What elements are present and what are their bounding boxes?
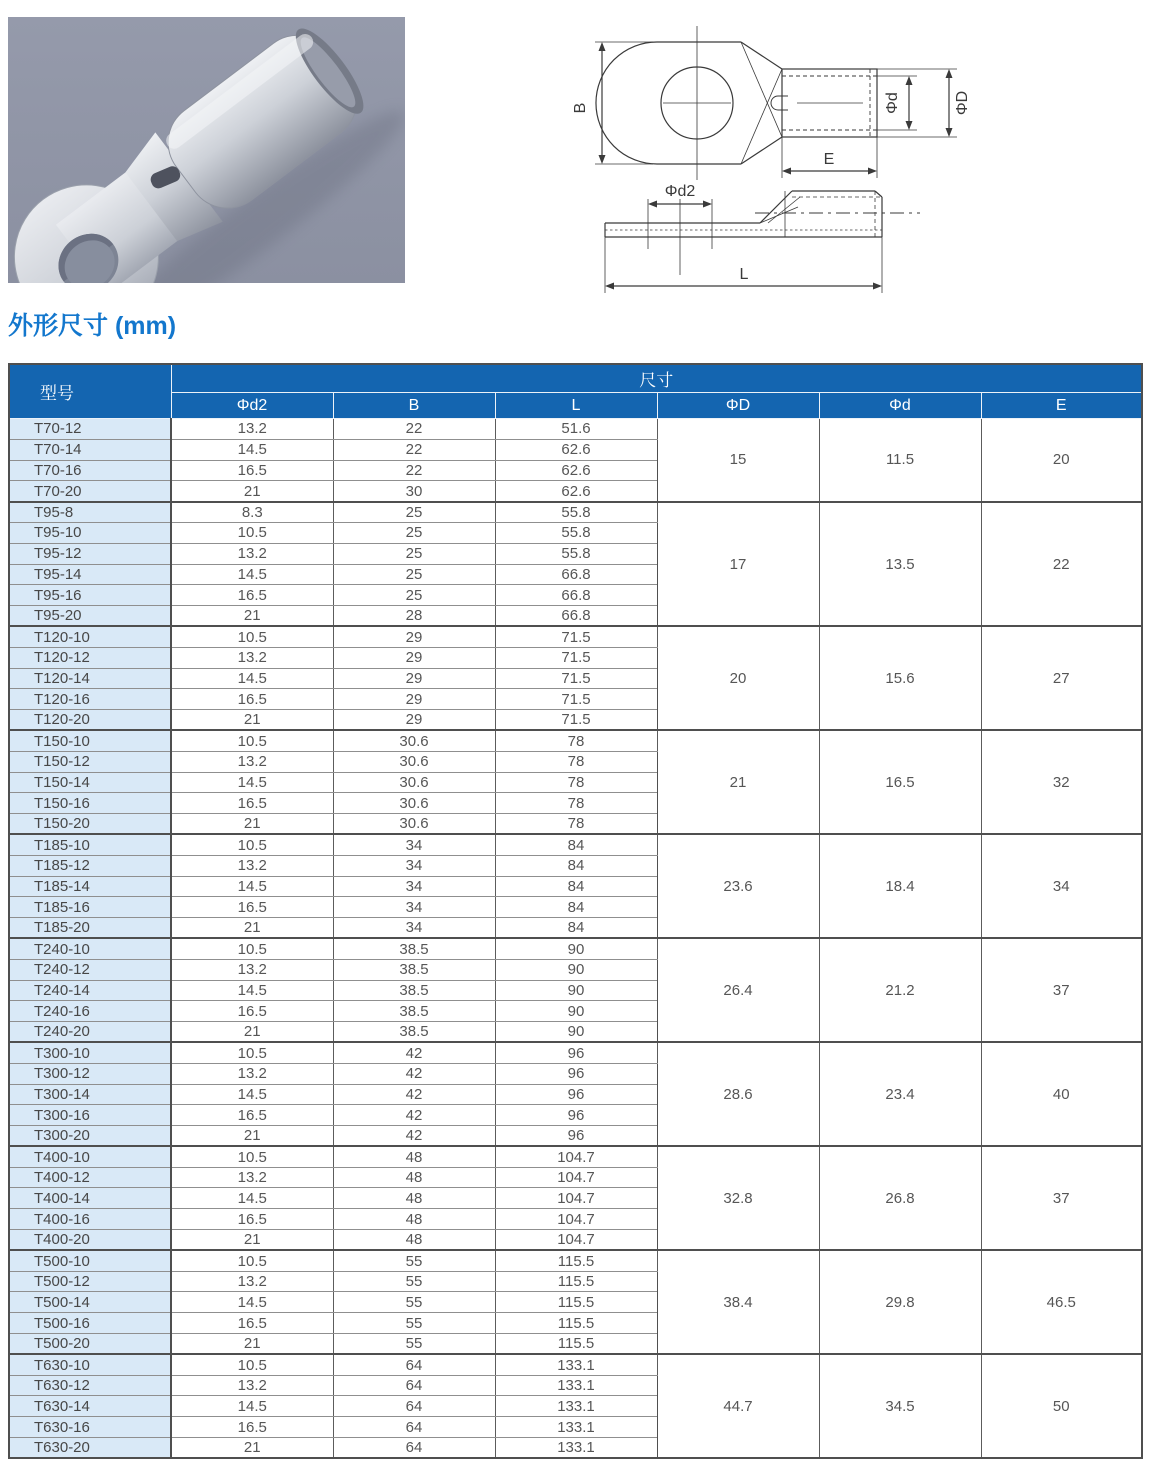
phi-d2-cell: 21 — [171, 606, 333, 627]
l-cell: 133.1 — [495, 1354, 657, 1375]
model-cell: T300-20 — [9, 1126, 171, 1147]
phi-d2-cell: 21 — [171, 481, 333, 502]
b-cell: 38.5 — [333, 980, 495, 1001]
model-cell: T185-16 — [9, 897, 171, 918]
phi-d2-cell: 14.5 — [171, 876, 333, 897]
l-cell: 66.8 — [495, 585, 657, 606]
b-cell: 22 — [333, 439, 495, 460]
l-cell: 104.7 — [495, 1167, 657, 1188]
l-cell: 90 — [495, 1001, 657, 1022]
model-cell: T120-14 — [9, 668, 171, 689]
l-cell: 62.6 — [495, 460, 657, 481]
phi-D-merged-cell: 26.4 — [657, 938, 819, 1042]
page-title: 外形尺寸 (mm) — [8, 312, 177, 340]
b-cell: 48 — [333, 1230, 495, 1251]
column-header-size: 尺寸 — [171, 364, 1142, 393]
table-row — [9, 1042, 1142, 1063]
model-cell: T240-20 — [9, 1022, 171, 1043]
phi-D-merged-cell: 38.4 — [657, 1250, 819, 1354]
b-cell: 42 — [333, 1126, 495, 1147]
dim-label-phi-D: ΦD — [954, 90, 971, 116]
phi-d2-cell: 13.2 — [171, 543, 333, 564]
b-cell: 29 — [333, 689, 495, 710]
cable-lug-image — [8, 17, 405, 283]
phi-d2-cell: 13.2 — [171, 1375, 333, 1396]
phi-d-merged-cell: 26.8 — [819, 1146, 981, 1250]
column-header-phi-D: ΦD — [657, 393, 819, 419]
model-cell: T70-12 — [9, 419, 171, 440]
l-cell: 96 — [495, 1042, 657, 1063]
phi-d2-cell: 10.5 — [171, 1250, 333, 1271]
b-cell: 25 — [333, 564, 495, 585]
model-cell: T500-14 — [9, 1292, 171, 1313]
b-cell: 55 — [333, 1250, 495, 1271]
phi-d2-cell: 21 — [171, 710, 333, 731]
model-cell: T500-10 — [9, 1250, 171, 1271]
l-cell: 104.7 — [495, 1188, 657, 1209]
b-cell: 55 — [333, 1271, 495, 1292]
phi-D-merged-cell: 28.6 — [657, 1042, 819, 1146]
phi-d2-cell: 16.5 — [171, 1105, 333, 1126]
l-cell: 133.1 — [495, 1438, 657, 1459]
b-cell: 48 — [333, 1188, 495, 1209]
l-cell: 66.8 — [495, 564, 657, 585]
model-cell: T70-14 — [9, 439, 171, 460]
model-cell: T630-10 — [9, 1354, 171, 1375]
phi-d2-cell: 13.2 — [171, 751, 333, 772]
header-row-2 — [9, 393, 1142, 419]
b-cell: 22 — [333, 419, 495, 440]
table-row — [9, 419, 1142, 440]
model-cell: T240-14 — [9, 980, 171, 1001]
b-cell: 29 — [333, 626, 495, 647]
phi-d2-cell: 10.5 — [171, 730, 333, 751]
model-cell: T95-16 — [9, 585, 171, 606]
table-row — [9, 730, 1142, 751]
e-merged-cell: 37 — [981, 938, 1142, 1042]
b-cell: 30.6 — [333, 814, 495, 835]
phi-d2-cell: 21 — [171, 1126, 333, 1147]
e-merged-cell: 27 — [981, 626, 1142, 730]
phi-D-merged-cell: 23.6 — [657, 834, 819, 938]
model-cell: T630-12 — [9, 1375, 171, 1396]
model-cell: T400-10 — [9, 1146, 171, 1167]
phi-d2-cell: 13.2 — [171, 959, 333, 980]
b-cell: 30.6 — [333, 793, 495, 814]
dim-label-L: L — [739, 266, 749, 283]
table-row — [9, 1250, 1142, 1271]
b-cell: 25 — [333, 585, 495, 606]
model-cell: T500-20 — [9, 1334, 171, 1355]
b-cell: 64 — [333, 1438, 495, 1459]
l-cell: 90 — [495, 938, 657, 959]
model-cell: T240-16 — [9, 1001, 171, 1022]
l-cell: 115.5 — [495, 1271, 657, 1292]
product-photo — [8, 17, 405, 283]
table-row — [9, 1354, 1142, 1375]
l-cell: 96 — [495, 1084, 657, 1105]
phi-d2-cell: 16.5 — [171, 460, 333, 481]
model-cell: T120-20 — [9, 710, 171, 731]
l-cell: 104.7 — [495, 1209, 657, 1230]
phi-d-merged-cell: 16.5 — [819, 730, 981, 834]
header-row-1 — [9, 364, 1142, 393]
l-cell: 96 — [495, 1126, 657, 1147]
b-cell: 34 — [333, 918, 495, 939]
phi-d2-cell: 14.5 — [171, 1292, 333, 1313]
column-header-phi-d: Φd — [819, 393, 981, 419]
l-cell: 71.5 — [495, 710, 657, 731]
l-cell: 133.1 — [495, 1417, 657, 1438]
e-merged-cell: 34 — [981, 834, 1142, 938]
b-cell: 38.5 — [333, 1001, 495, 1022]
model-cell: T240-10 — [9, 938, 171, 959]
model-cell: T120-10 — [9, 626, 171, 647]
side-view-drawing — [560, 183, 970, 301]
phi-d2-cell: 14.5 — [171, 1188, 333, 1209]
table-row — [9, 938, 1142, 959]
b-cell: 30 — [333, 481, 495, 502]
phi-d2-cell: 13.2 — [171, 855, 333, 876]
b-cell: 64 — [333, 1354, 495, 1375]
model-cell: T630-20 — [9, 1438, 171, 1459]
e-merged-cell: 46.5 — [981, 1250, 1142, 1354]
b-cell: 30.6 — [333, 772, 495, 793]
phi-d2-cell: 16.5 — [171, 897, 333, 918]
b-cell: 22 — [333, 460, 495, 481]
phi-d2-cell: 13.2 — [171, 1271, 333, 1292]
dimensions-table-wrap — [8, 363, 1141, 1459]
l-cell: 90 — [495, 980, 657, 1001]
b-cell: 34 — [333, 834, 495, 855]
front-view-drawing — [545, 20, 975, 190]
b-cell: 64 — [333, 1396, 495, 1417]
l-cell: 55.8 — [495, 522, 657, 543]
b-cell: 48 — [333, 1167, 495, 1188]
phi-d2-cell: 10.5 — [171, 1146, 333, 1167]
phi-d-merged-cell: 34.5 — [819, 1354, 981, 1458]
model-cell: T400-16 — [9, 1209, 171, 1230]
dim-label-phi-d2: Φd2 — [664, 183, 696, 200]
phi-d2-cell: 13.2 — [171, 1063, 333, 1084]
phi-d2-cell: 14.5 — [171, 439, 333, 460]
b-cell: 34 — [333, 897, 495, 918]
phi-d-merged-cell: 21.2 — [819, 938, 981, 1042]
l-cell: 96 — [495, 1105, 657, 1126]
b-cell: 29 — [333, 668, 495, 689]
phi-d-merged-cell: 18.4 — [819, 834, 981, 938]
phi-d2-cell: 16.5 — [171, 689, 333, 710]
phi-d2-cell: 14.5 — [171, 1396, 333, 1417]
l-cell: 84 — [495, 918, 657, 939]
table-row — [9, 1146, 1142, 1167]
model-cell: T630-14 — [9, 1396, 171, 1417]
model-cell: T500-12 — [9, 1271, 171, 1292]
dimensions-table — [8, 363, 1143, 1459]
phi-d2-cell: 10.5 — [171, 1042, 333, 1063]
b-cell: 42 — [333, 1063, 495, 1084]
b-cell: 55 — [333, 1292, 495, 1313]
model-cell: T150-14 — [9, 772, 171, 793]
l-cell: 55.8 — [495, 502, 657, 523]
model-cell: T240-12 — [9, 959, 171, 980]
l-cell: 78 — [495, 751, 657, 772]
b-cell: 28 — [333, 606, 495, 627]
l-cell: 66.8 — [495, 606, 657, 627]
phi-d2-cell: 16.5 — [171, 1313, 333, 1334]
l-cell: 62.6 — [495, 481, 657, 502]
model-cell: T500-16 — [9, 1313, 171, 1334]
phi-d2-cell: 16.5 — [171, 585, 333, 606]
l-cell: 55.8 — [495, 543, 657, 564]
phi-d2-cell: 13.2 — [171, 419, 333, 440]
b-cell: 25 — [333, 502, 495, 523]
b-cell: 38.5 — [333, 1022, 495, 1043]
l-cell: 78 — [495, 793, 657, 814]
model-cell: T95-12 — [9, 543, 171, 564]
b-cell: 55 — [333, 1313, 495, 1334]
model-cell: T150-20 — [9, 814, 171, 835]
phi-d2-cell: 21 — [171, 1334, 333, 1355]
b-cell: 64 — [333, 1417, 495, 1438]
phi-d2-cell: 16.5 — [171, 1417, 333, 1438]
model-cell: T120-12 — [9, 647, 171, 668]
l-cell: 133.1 — [495, 1396, 657, 1417]
l-cell: 78 — [495, 772, 657, 793]
front-view-diagram — [545, 20, 975, 190]
phi-d2-cell: 14.5 — [171, 772, 333, 793]
b-cell: 29 — [333, 710, 495, 731]
l-cell: 84 — [495, 834, 657, 855]
phi-d-merged-cell: 13.5 — [819, 502, 981, 627]
b-cell: 48 — [333, 1209, 495, 1230]
b-cell: 42 — [333, 1042, 495, 1063]
phi-d-merged-cell: 29.8 — [819, 1250, 981, 1354]
model-cell: T300-14 — [9, 1084, 171, 1105]
model-cell: T70-20 — [9, 481, 171, 502]
phi-D-merged-cell: 15 — [657, 419, 819, 502]
phi-d2-cell: 10.5 — [171, 1354, 333, 1375]
model-cell: T150-10 — [9, 730, 171, 751]
model-cell: T150-16 — [9, 793, 171, 814]
column-header-l: L — [495, 393, 657, 419]
model-cell: T70-16 — [9, 460, 171, 481]
model-cell: T400-14 — [9, 1188, 171, 1209]
l-cell: 84 — [495, 876, 657, 897]
phi-d2-cell: 14.5 — [171, 668, 333, 689]
l-cell: 71.5 — [495, 689, 657, 710]
l-cell: 115.5 — [495, 1313, 657, 1334]
side-view-diagram — [560, 183, 970, 301]
b-cell: 30.6 — [333, 751, 495, 772]
l-cell: 133.1 — [495, 1375, 657, 1396]
table-row — [9, 502, 1142, 523]
l-cell: 104.7 — [495, 1230, 657, 1251]
dim-label-E: E — [823, 151, 835, 168]
model-cell: T185-12 — [9, 855, 171, 876]
phi-d2-cell: 14.5 — [171, 1084, 333, 1105]
l-cell: 78 — [495, 730, 657, 751]
phi-d2-cell: 21 — [171, 1230, 333, 1251]
l-cell: 104.7 — [495, 1146, 657, 1167]
l-cell: 84 — [495, 897, 657, 918]
l-cell: 96 — [495, 1063, 657, 1084]
model-cell: T95-8 — [9, 502, 171, 523]
phi-d2-cell: 21 — [171, 918, 333, 939]
phi-d2-cell: 13.2 — [171, 647, 333, 668]
l-cell: 78 — [495, 814, 657, 835]
b-cell: 34 — [333, 876, 495, 897]
model-cell: T400-12 — [9, 1167, 171, 1188]
b-cell: 42 — [333, 1105, 495, 1126]
e-merged-cell: 50 — [981, 1354, 1142, 1458]
e-merged-cell: 20 — [981, 419, 1142, 502]
phi-d2-cell: 10.5 — [171, 522, 333, 543]
phi-d2-cell: 13.2 — [171, 1167, 333, 1188]
column-header-e: E — [981, 393, 1142, 419]
phi-d2-cell: 10.5 — [171, 938, 333, 959]
phi-d2-cell: 16.5 — [171, 1209, 333, 1230]
dim-label-B: B — [572, 102, 589, 114]
l-cell: 71.5 — [495, 647, 657, 668]
l-cell: 84 — [495, 855, 657, 876]
phi-d2-cell: 21 — [171, 1022, 333, 1043]
b-cell: 34 — [333, 855, 495, 876]
l-cell: 90 — [495, 1022, 657, 1043]
model-cell: T95-10 — [9, 522, 171, 543]
b-cell: 25 — [333, 543, 495, 564]
phi-d-merged-cell: 11.5 — [819, 419, 981, 502]
phi-D-merged-cell: 21 — [657, 730, 819, 834]
b-cell: 30.6 — [333, 730, 495, 751]
column-header-phi-d2: Φd2 — [171, 393, 333, 419]
l-cell: 115.5 — [495, 1250, 657, 1271]
phi-d2-cell: 16.5 — [171, 1001, 333, 1022]
model-cell: T300-12 — [9, 1063, 171, 1084]
model-cell: T95-14 — [9, 564, 171, 585]
l-cell: 115.5 — [495, 1292, 657, 1313]
model-cell: T300-10 — [9, 1042, 171, 1063]
e-merged-cell: 32 — [981, 730, 1142, 834]
b-cell: 55 — [333, 1334, 495, 1355]
table-row — [9, 626, 1142, 647]
phi-D-merged-cell: 32.8 — [657, 1146, 819, 1250]
b-cell: 64 — [333, 1375, 495, 1396]
b-cell: 48 — [333, 1146, 495, 1167]
phi-d2-cell: 14.5 — [171, 980, 333, 1001]
phi-d-merged-cell: 23.4 — [819, 1042, 981, 1146]
l-cell: 115.5 — [495, 1334, 657, 1355]
phi-d-merged-cell: 15.6 — [819, 626, 981, 730]
model-cell: T95-20 — [9, 606, 171, 627]
dim-label-phi-d: Φd — [884, 92, 901, 114]
column-header-model: 型号 — [9, 364, 171, 419]
b-cell: 25 — [333, 522, 495, 543]
model-cell: T185-10 — [9, 834, 171, 855]
phi-D-merged-cell: 20 — [657, 626, 819, 730]
table-row — [9, 834, 1142, 855]
model-cell: T185-14 — [9, 876, 171, 897]
phi-D-merged-cell: 44.7 — [657, 1354, 819, 1458]
b-cell: 38.5 — [333, 938, 495, 959]
phi-d2-cell: 16.5 — [171, 793, 333, 814]
phi-d2-cell: 10.5 — [171, 834, 333, 855]
b-cell: 42 — [333, 1084, 495, 1105]
b-cell: 29 — [333, 647, 495, 668]
e-merged-cell: 40 — [981, 1042, 1142, 1146]
model-cell: T150-12 — [9, 751, 171, 772]
model-cell: T185-20 — [9, 918, 171, 939]
model-cell: T300-16 — [9, 1105, 171, 1126]
phi-D-merged-cell: 17 — [657, 502, 819, 627]
phi-d2-cell: 8.3 — [171, 502, 333, 523]
phi-d2-cell: 21 — [171, 814, 333, 835]
l-cell: 90 — [495, 959, 657, 980]
phi-d2-cell: 14.5 — [171, 564, 333, 585]
model-cell: T400-20 — [9, 1230, 171, 1251]
e-merged-cell: 22 — [981, 502, 1142, 627]
phi-d2-cell: 21 — [171, 1438, 333, 1459]
b-cell: 38.5 — [333, 959, 495, 980]
phi-d2-cell: 10.5 — [171, 626, 333, 647]
model-cell: T630-16 — [9, 1417, 171, 1438]
model-cell: T120-16 — [9, 689, 171, 710]
e-merged-cell: 37 — [981, 1146, 1142, 1250]
l-cell: 51.6 — [495, 419, 657, 440]
l-cell: 71.5 — [495, 668, 657, 689]
column-header-b: B — [333, 393, 495, 419]
l-cell: 62.6 — [495, 439, 657, 460]
l-cell: 71.5 — [495, 626, 657, 647]
